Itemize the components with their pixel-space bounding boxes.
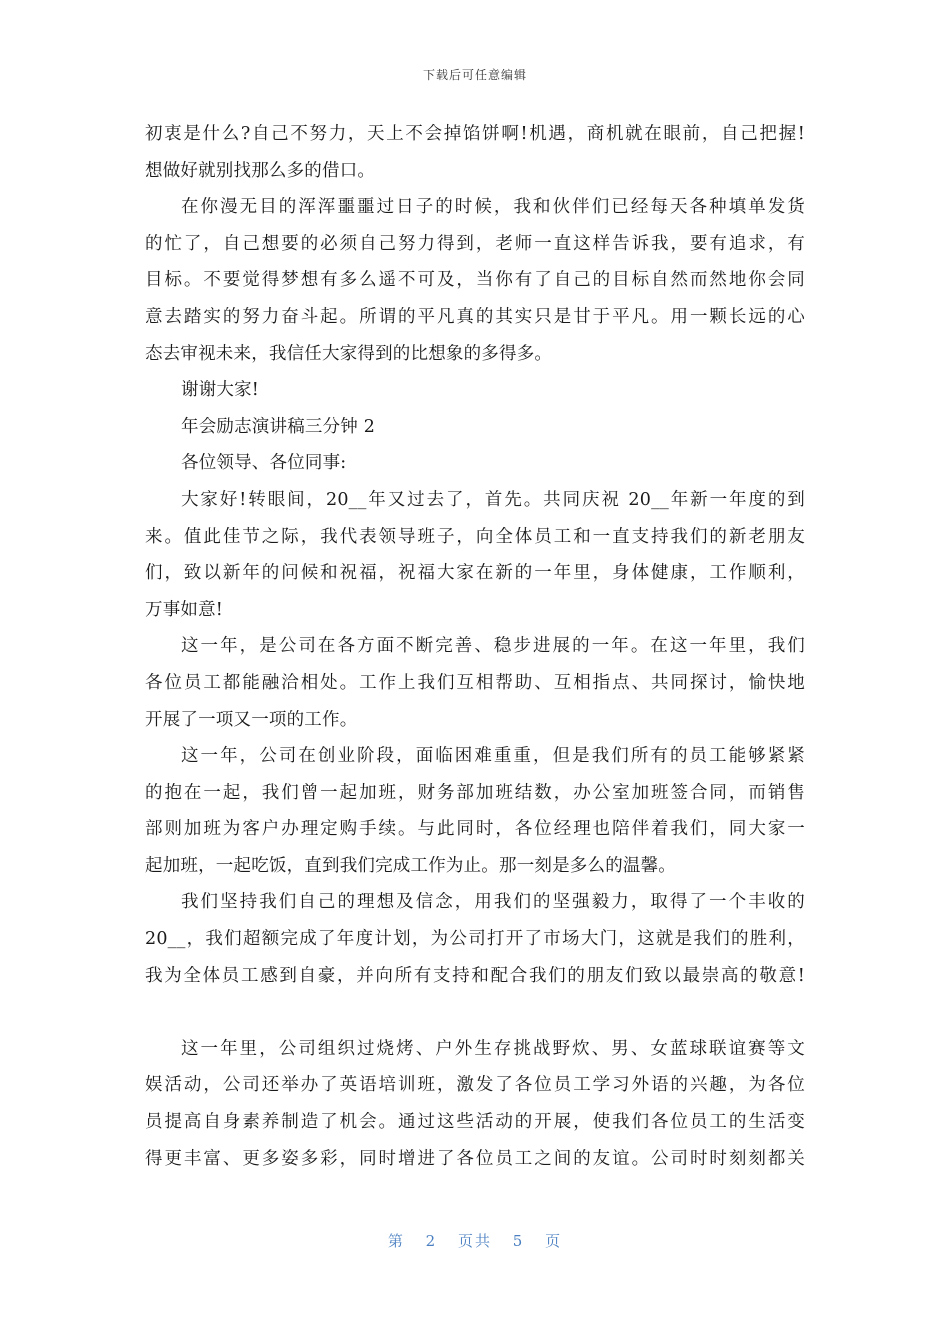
text-line: 想做好就别找那么多的借口。 [145, 160, 376, 181]
text-line: 员提高自身素养制造了机会。通过这些活动的开展，使我们各位员工的生活变 [145, 1112, 805, 1133]
text-line: 起加班，一起吃饭，直到我们完成工作为止。那一刻是多么的温馨。 [145, 855, 676, 876]
text-line: 在你漫无目的浑浑噩噩过日子的时候，我和伙伴们已经每天各种填单发货 [181, 197, 805, 218]
text-line: 初衷是什么?自己不努力，天上不会掉馅饼啊!机遇，商机就在眼前，自己把握! [145, 124, 805, 144]
text-line: 各位领导、各位同事: [181, 453, 347, 474]
text-line: 们，致以新年的问候和祝福，祝福大家在新的一年里，身体健康，工作顺利， [145, 563, 805, 584]
text-line: 娱活动，公司还举办了英语培训班，激发了各位员工学习外语的兴趣，为各位 [145, 1075, 805, 1096]
text-line: 年会励志演讲稿三分钟 2 [181, 416, 376, 437]
page-footer: 第 2 页共 5 页 [387, 1232, 563, 1250]
text-line: 这一年，公司在创业阶段，面临困难重重，但是我们所有的员工能够紧紧 [181, 746, 805, 767]
text-line: 这一年里，公司组织过烧烤、户外生存挑战野炊、男、女蓝球联谊赛等文 [181, 1038, 805, 1059]
page-header: 下载后可任意编辑 [422, 68, 527, 82]
text-line: 得更丰富、更多姿多彩，同时增进了各位员工之间的友谊。公司时时刻刻都关 [145, 1148, 805, 1169]
text-line: 来。值此佳节之际，我代表领导班子，向全体员工和一直支持我们的新老朋友 [145, 526, 805, 547]
text-line: 这一年，是公司在各方面不断完善、稳步进展的一年。在这一年里，我们 [181, 636, 805, 657]
document-body [145, 116, 805, 1177]
text-line: 我为全体员工感到自豪，并向所有支持和配合我们的朋友们致以最崇高的敬意! [145, 965, 805, 986]
text-line: 20__，我们超额完成了年度计划，为公司打开了市场大门，这就是我们的胜利， [145, 929, 805, 950]
text-line: 意去踏实的努力奋斗起。所谓的平凡真的其实只是甘于平凡。用一颗长远的心 [145, 306, 805, 327]
text-line: 万事如意! [145, 599, 224, 620]
text-line: 的忙了，自己想要的必须自己努力得到，老师一直这样告诉我，要有追求，有 [145, 233, 805, 254]
text-line: 目标。不要觉得梦想有多么遥不可及，当你有了自己的目标自然而然地你会同 [145, 270, 805, 291]
text-line: 的抱在一起，我们曾一起加班，财务部加班结数，办公室加班签合同，而销售 [145, 782, 805, 803]
text-line: 各位员工都能融洽相处。工作上我们互相帮助、互相指点、共同探讨，愉快地 [145, 672, 805, 693]
text-line: 部则加班为客户办理定购手续。与此同时，各位经理也陪伴着我们，同大家一 [145, 819, 805, 840]
text-line: 我们坚持我们自己的理想及信念，用我们的坚强毅力，取得了一个丰收的 [181, 892, 805, 913]
text-line: 态去审视未来，我信任大家得到的比想象的多得多。 [145, 343, 553, 364]
text-line: 谢谢大家! [181, 380, 260, 401]
blank-line [145, 994, 805, 1031]
text-line: 大家好!转眼间，20__年又过去了，首先。共同庆祝 20__年新一年度的到 [181, 489, 805, 510]
text-line: 开展了一项又一项的工作。 [145, 709, 358, 730]
